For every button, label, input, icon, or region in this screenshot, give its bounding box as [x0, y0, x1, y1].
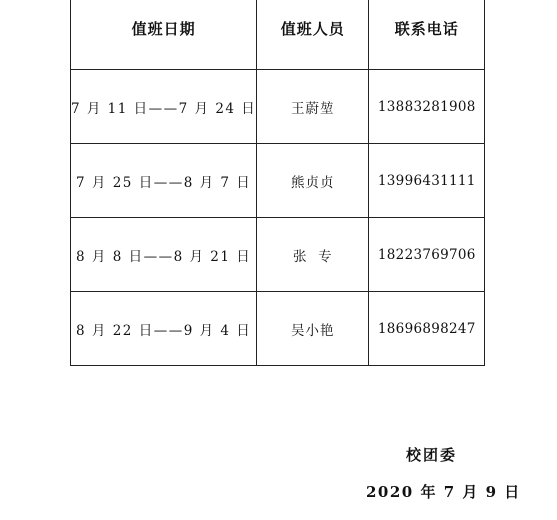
table-row	[71, 218, 485, 292]
duty-person: 王蔚堃	[291, 100, 335, 117]
signature-organization: 校团委	[406, 446, 458, 464]
duty-date: 8 月 8 日——8 月 21 日	[76, 248, 252, 265]
duty-person-cell	[257, 144, 369, 218]
duty-person-cell	[257, 70, 369, 144]
duty-person-cell	[257, 292, 369, 366]
duty-date-cell	[71, 70, 257, 144]
duty-date-cell	[71, 292, 257, 366]
contact-phone-cell	[369, 144, 485, 218]
duty-person: 张 专	[293, 248, 333, 265]
header-contact-phone: 联系电话	[369, 0, 485, 70]
table-header-row	[71, 0, 485, 70]
table-row	[71, 144, 485, 218]
contact-phone-cell	[369, 292, 485, 366]
duty-date: 7 月 11 日——7 月 24 日	[71, 100, 257, 117]
table-row	[71, 292, 485, 366]
duty-schedule-table	[70, 0, 485, 366]
signature-date: 2020 年 7 月 9 日	[366, 483, 521, 501]
duty-date-cell	[71, 144, 257, 218]
contact-phone: 13996431111	[377, 172, 476, 189]
duty-date-cell	[71, 218, 257, 292]
duty-date: 7 月 25 日——8 月 7 日	[76, 174, 252, 191]
contact-phone: 18223769706	[377, 246, 476, 263]
duty-person-cell	[257, 218, 369, 292]
table-row	[71, 70, 485, 144]
duty-person: 熊贞贞	[291, 174, 335, 191]
header-duty-date: 值班日期	[71, 0, 257, 70]
contact-phone-cell	[369, 70, 485, 144]
duty-person: 吴小艳	[291, 322, 335, 339]
header-duty-person: 值班人员	[257, 0, 369, 70]
duty-date: 8 月 22 日——9 月 4 日	[76, 322, 252, 339]
contact-phone: 13883281908	[377, 98, 476, 115]
contact-phone-cell	[369, 218, 485, 292]
contact-phone: 18696898247	[377, 320, 476, 337]
